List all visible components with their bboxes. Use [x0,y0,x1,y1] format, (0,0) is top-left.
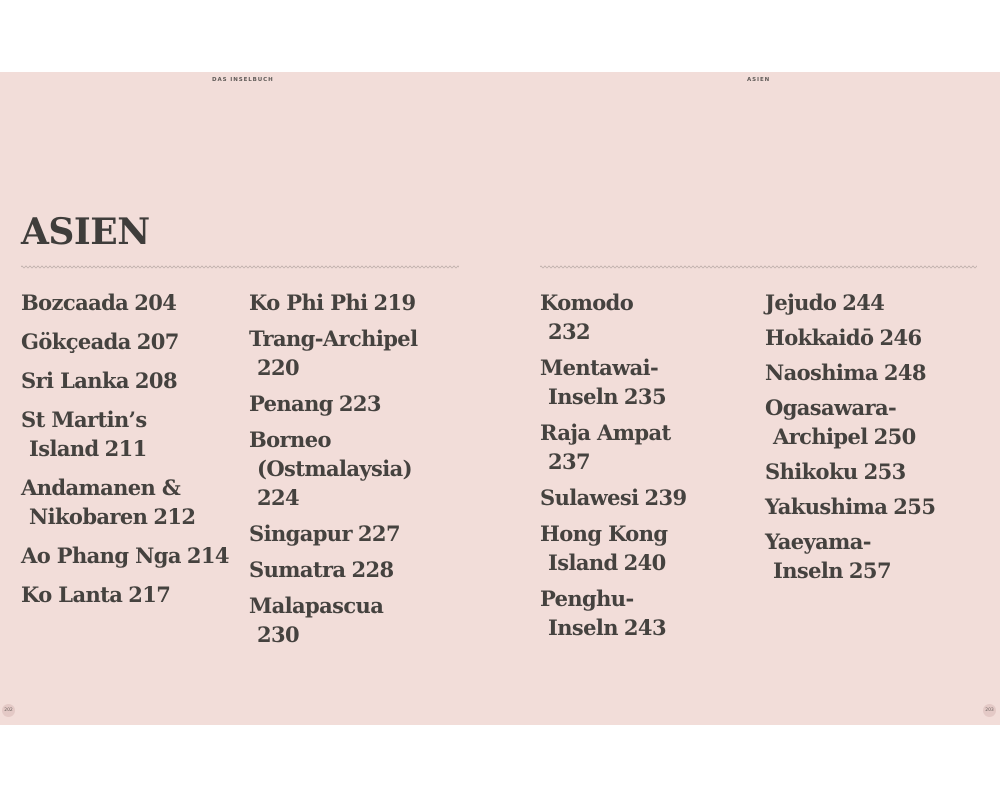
index-entry [765,393,973,451]
entry-name: Naoshima [765,360,878,385]
entry-name: Ao Phang Nga [21,543,181,568]
entry-page-number: 224 [257,485,300,510]
entry-page-number: 235 [623,384,666,409]
index-entry [21,580,229,609]
entry-page-number: 227 [357,521,400,546]
entry-page-number: 246 [879,325,922,350]
index-entry [765,323,973,352]
index-entry [249,389,457,418]
entry-page-number: 255 [893,494,936,519]
wavy-rule-left [21,264,459,270]
entry-page-number: 248 [883,360,926,385]
index-column-4 [765,288,985,591]
entry-name: Ko Lanta [21,582,123,607]
entry-page-number: 253 [863,459,906,484]
entry-page-number: 223 [338,391,381,416]
index-column-1 [21,288,236,619]
entry-page-number: 217 [128,582,171,607]
entry-name: Penang [249,391,333,416]
running-head-right: ASIEN [747,77,771,83]
index-entry [249,555,457,584]
index-entry [21,288,229,317]
index-entry [21,541,229,570]
entry-page-number: 211 [104,436,147,461]
entry-name: Ko Phi Phi [249,290,368,315]
entry-name: Jejudo [765,290,837,315]
entry-name: Sri Lanka [21,368,129,393]
index-entry [765,527,973,585]
entry-page-number: 232 [548,319,591,344]
entry-page-number: 208 [134,368,177,393]
entry-page-number: 219 [373,290,416,315]
entry-name: Malapascua [249,593,384,618]
entry-name: Sumatra [249,557,346,582]
wavy-rule-right [540,264,977,270]
index-entry [765,358,973,387]
entry-name: Hokkaidō [765,325,874,350]
index-entry [540,288,748,346]
entry-page-number: 214 [186,543,229,568]
entry-page-number: 237 [548,449,591,474]
entry-name: Raja Ampat [540,420,671,445]
index-entry [540,418,748,476]
index-entry [765,457,973,486]
entry-name: Hong Kong Island [540,521,668,575]
entry-page-number: 228 [351,557,394,582]
entry-name: Singapur [249,521,352,546]
index-entry [249,324,457,382]
entry-page-number: 207 [136,329,179,354]
index-entry [249,425,457,512]
entry-page-number: 204 [134,290,177,315]
entry-name: Borneo (Ostmalaysia) [249,427,412,481]
running-head-left: DAS INSELBUCH [212,77,274,83]
entry-name: St Martin’s Island [21,407,147,461]
index-column-2 [249,288,464,656]
index-entry [765,288,973,317]
entry-page-number: 250 [873,424,916,449]
index-entry [21,473,229,531]
section-title: ASIEN [21,211,150,253]
index-entry [765,492,973,521]
entry-page-number: 244 [842,290,885,315]
page-number-right: 203 [983,704,996,717]
entry-name: Ogasawara-Archipel [765,395,897,449]
index-entry [21,405,229,463]
entry-page-number: 220 [257,355,300,380]
entry-page-number: 212 [153,504,196,529]
index-entry [249,288,457,317]
entry-name: Sulawesi [540,485,639,510]
entry-page-number: 239 [644,485,687,510]
index-entry [540,584,748,642]
entry-name: Trang-Archipel [249,326,418,351]
index-entry [249,591,457,649]
index-entry [540,483,748,512]
entry-page-number: 243 [623,615,666,640]
index-entry [21,327,229,356]
entry-name: Bozcaada [21,290,129,315]
index-entry [21,366,229,395]
entry-page-number: 240 [623,550,666,575]
entry-name: Shikoku [765,459,858,484]
index-column-3 [540,288,750,649]
entry-name: Andamanen & Nikobaren [21,475,181,529]
entry-page-number: 257 [848,558,891,583]
page-number-left: 202 [2,704,15,717]
entry-name: Gökçeada [21,329,131,354]
book-spread [0,72,1000,725]
entry-name: Komodo [540,290,634,315]
index-entry [540,519,748,577]
index-entry [249,519,457,548]
entry-name: Mentawai-Inseln [540,355,659,409]
entry-name: Yaeyama-Inseln [765,529,871,583]
entry-name: Penghu-Inseln [540,586,634,640]
entry-page-number: 230 [257,622,300,647]
index-entry [540,353,748,411]
entry-name: Yakushima [765,494,888,519]
